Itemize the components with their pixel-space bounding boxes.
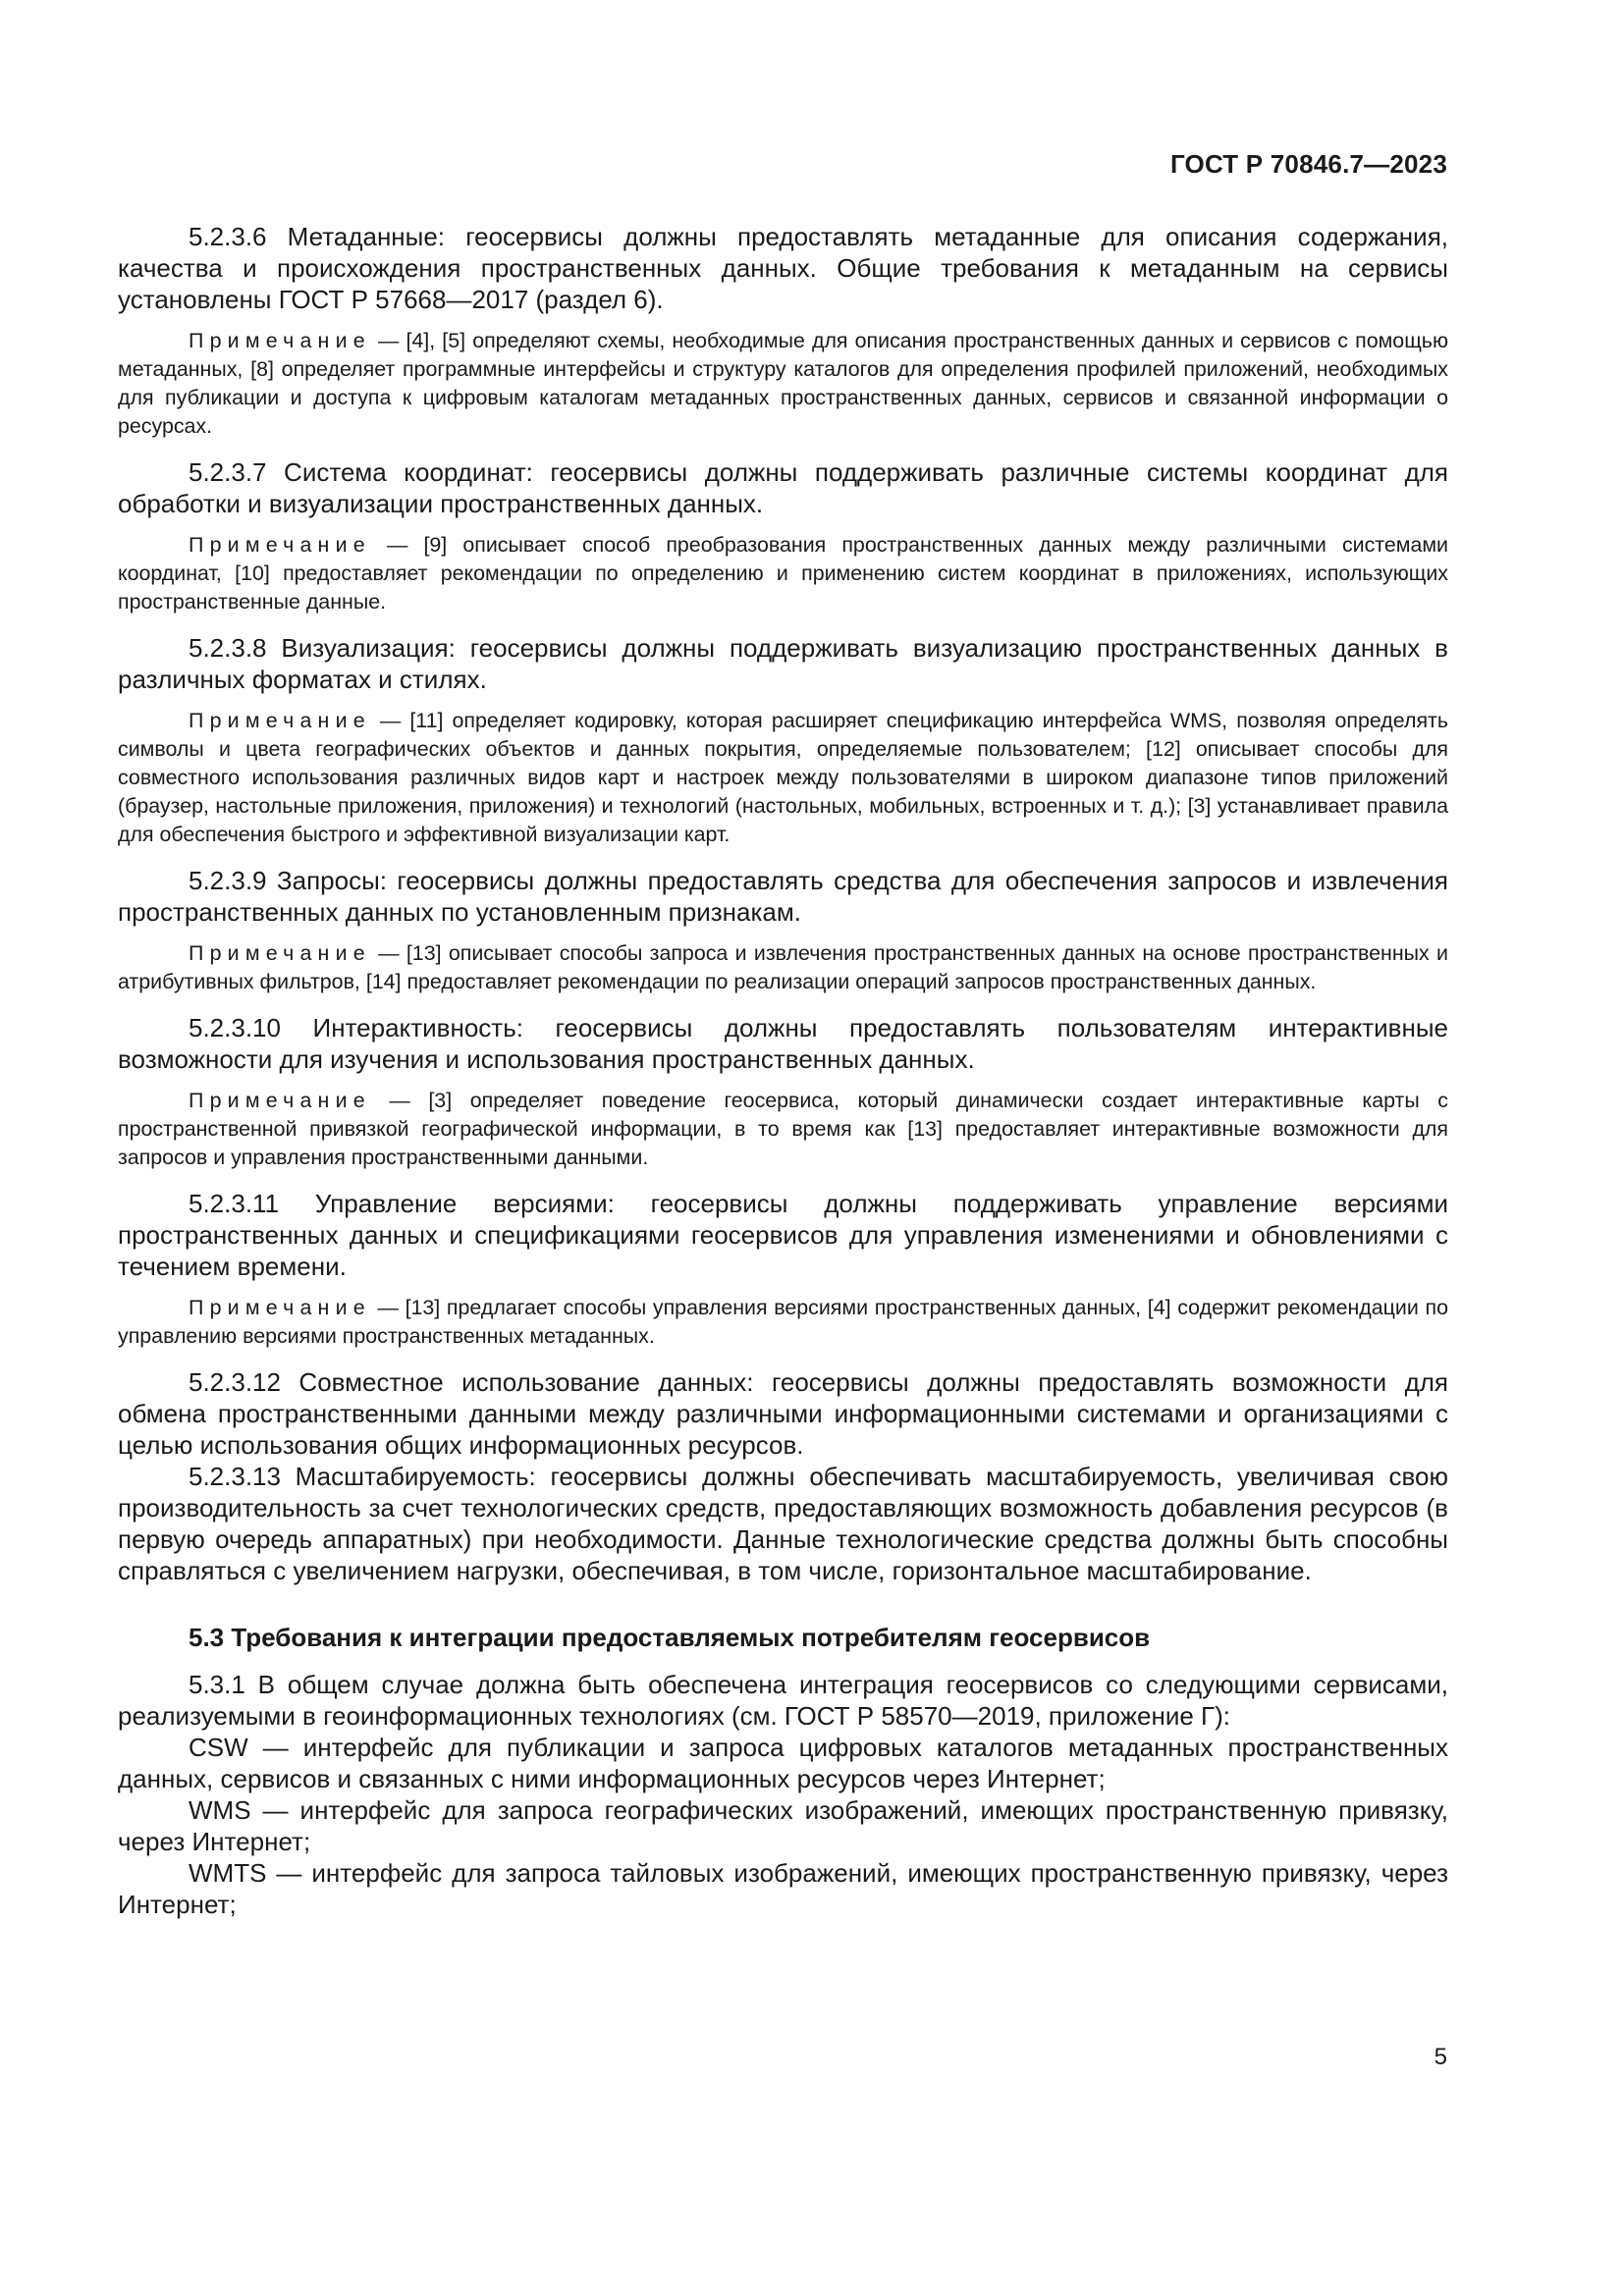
paragraph-5-2-3-11: 5.2.3.11 Управление версиями: геосервисы должны поддерживать управление версиями пространственных данных и спецификациями геосервисов для управления изменениями и обновлениями с течением времени. <box>118 1189 1448 1281</box>
paragraph-5-2-3-7: 5.2.3.7 Система координат: геосервисы должны поддерживать различные системы координат для обработки и визуализации пространственных данных. <box>118 457 1448 518</box>
note-5-2-3-10 <box>118 1087 1448 1172</box>
document-body <box>118 221 1448 1920</box>
page-number: 5 <box>1434 2044 1447 2070</box>
paragraph-5-2-3-10: 5.2.3.10 Интерактивность: геосервисы должны предоставлять пользователям интерактивные возможности для изучения и использования пространственных данных. <box>118 1013 1448 1074</box>
note-5-2-3-6 <box>118 327 1448 441</box>
list-item-wmts: WMTS — интерфейс для запроса тайловых изображений, имеющих пространственную привязку, через Интернет; <box>118 1858 1448 1919</box>
section-heading-5-3: 5.3 Требования к интеграции предоставляемых потребителям геосервисов <box>189 1623 1151 1652</box>
paragraph-5-2-3-6: 5.2.3.6 Метаданные: геосервисы должны предоставлять метаданные для описания содержания, качества и происхождения пространственных данных. Общие требования к метаданным на сервисы установлены ГОСТ Р 57668—2017 (раздел 6). <box>118 222 1448 314</box>
note-label: Примечание <box>189 941 371 965</box>
note-label: Примечание <box>189 1296 371 1319</box>
paragraph-5-2-3-8: 5.2.3.8 Визуализация: геосервисы должны поддерживать визуализацию пространственных данных в различных форматах и стилях. <box>118 633 1448 694</box>
note-text: — [13] предлагает способы управления версиями пространственных данных, [4] содержит рекомендации по управлению версиями пространственных метаданных. <box>118 1296 1448 1348</box>
document-header: ГОСТ Р 70846.7—2023 <box>1169 149 1447 179</box>
note-5-2-3-7 <box>118 531 1448 616</box>
note-5-2-3-11 <box>118 1294 1448 1351</box>
paragraph-5-2-3-12: 5.2.3.12 Совместное использование данных: геосервисы должны предоставлять возможности для обмена пространственными данными между различными информационными системами и организациями с целью использования общих информационных ресурсов. <box>118 1367 1448 1460</box>
note-text: — [13] описывает способы запроса и извлечения пространственных данных на основе пространственных и атрибутивных фильтров, [14] предоставляет рекомендации по реализации операций запросов пространственных данных. <box>118 941 1448 993</box>
note-text: — [4], [5] определяют схемы, необходимые для описания пространственных данных и сервисов с помощью метаданных, [8] определяет программные интерфейсы и структуру каталогов для определения профилей приложений, необходимых для публикации и доступа к цифровым каталогам метаданных пространственных данных, сервисов и связанной информации о ресурсах. <box>118 329 1448 438</box>
paragraph-5-2-3-9: 5.2.3.9 Запросы: геосервисы должны предоставлять средства для обеспечения запросов и извлечения пространственных данных по установленным признакам. <box>118 866 1448 927</box>
note-label: Примечание <box>189 709 371 732</box>
list-item-csw: CSW — интерфейс для публикации и запроса цифровых каталогов метаданных пространственных данных, сервисов и связанных с ними информационных ресурсов через Интернет; <box>118 1733 1448 1793</box>
note-5-2-3-9 <box>118 939 1448 996</box>
note-text: — [11] определяет кодировку, которая расширяет спецификацию интерфейса WMS, позволяя определять символы и цвета географических объектов и данных покрытия, определяемые пользователем; [12] описывает способы для совместного использования различных видов карт и настроек между пользователями в широком диапазоне типов приложений (браузер, настольные приложения, приложения) и технологий (настольных, мобильных, встроенных и т. д.); [3] устанавливает правила для обеспечения быстрого и эффективной визуализации карт. <box>118 709 1448 846</box>
note-5-2-3-8 <box>118 707 1448 849</box>
note-label: Примечание <box>189 1089 371 1112</box>
note-label: Примечание <box>189 329 371 352</box>
note-text: — [9] описывает способ преобразования пространственных данных между различными системами координат, [10] предоставляет рекомендации по определению и применению систем координат в приложениях, использующих пространственные данные. <box>118 533 1448 614</box>
note-label: Примечание <box>189 533 371 557</box>
paragraph-5-2-3-13: 5.2.3.13 Масштабируемость: геосервисы должны обеспечивать масштабируемость, увеличивая свою производительность за счет технологических средств, предоставляющих возможность добавления ресурсов (в первую очередь аппаратных) при необходимости. Данные технологические средства должны быть способны справляться с увеличением нагрузки, обеспечивая, в том числе, горизонтальное масштабирование. <box>118 1462 1448 1585</box>
list-item-wms: WMS — интерфейс для запроса географических изображений, имеющих пространственную привязку, через Интернет; <box>118 1795 1448 1856</box>
paragraph-5-3-1: 5.3.1 В общем случае должна быть обеспечена интеграция геосервисов со следующими сервисами, реализуемыми в геоинформационных технологиях (см. ГОСТ Р 58570—2019, приложение Г): <box>118 1670 1448 1731</box>
note-text: — [3] определяет поведение геосервиса, который динамически создает интерактивные карты с пространственной привязкой географической информации, в то время как [13] предоставляет интерактивные возможности для запросов и управления пространственными данными. <box>118 1089 1448 1169</box>
